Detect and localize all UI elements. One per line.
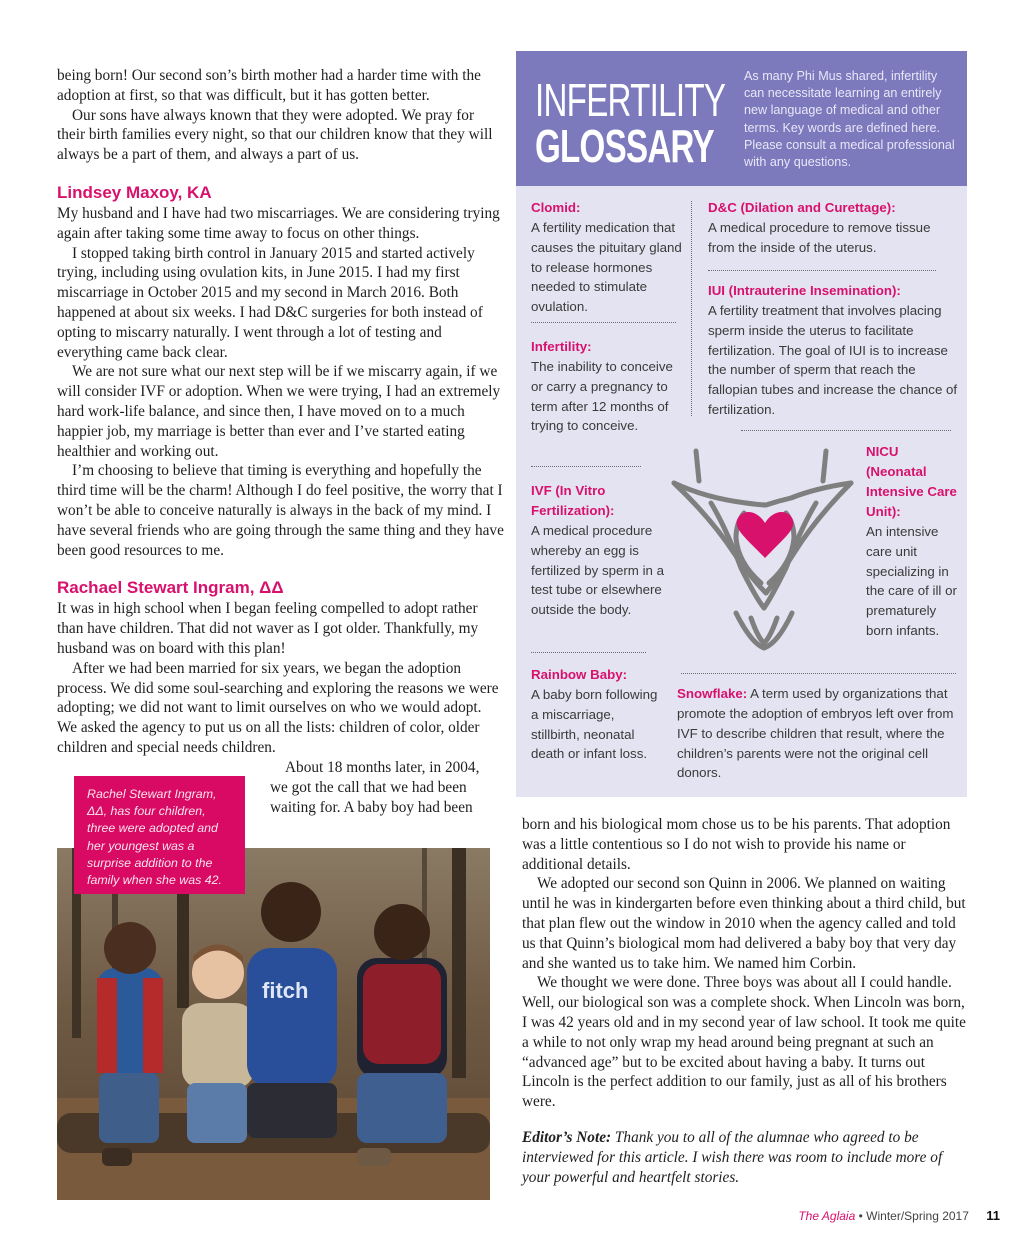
editor-note <box>522 1128 970 1187</box>
family-photo <box>57 848 490 1200</box>
glossary-term-ivf <box>531 481 666 620</box>
rachael-paragraph: About 18 months later, in 2004, we got the call that we had been waiting for. A baby boy had been <box>270 759 480 816</box>
rachael-paragraph: It was in high school when I began feeling compelled to adopt rather than have children. That did not waver as I got older. Thankfully, my husband was on board with this plan! <box>57 600 479 657</box>
glossary-divider <box>708 270 936 271</box>
rachael-paragraph: After we had been married for six years, we began the adoption process. We did some soul-searching and exploring the reasons we were adopting; we did not want to limit ourselves on who we would adopt. We asked the agency to put us on all the lists: children of color, older children and special needs children. <box>57 659 499 756</box>
editor-note-label: Editor’s Note: <box>522 1128 612 1146</box>
term-title: Snowflake: <box>677 686 748 701</box>
glossary-divider <box>531 466 641 467</box>
right-column <box>522 815 970 1187</box>
editor-note-text: Thank you to all of the alumnae who agreed to be interviewed for this article. I wish there was room to include more of your powerful and heartfelt stories. <box>522 1128 943 1186</box>
rachael-paragraph: born and his biological mom chose us to be his parents. That adoption was a little contentious so I do not wish to provide his name or additional details. <box>522 816 951 873</box>
term-title: Rainbow Baby: <box>531 667 628 682</box>
rachael-heading: Rachael Stewart Ingram, ΔΔ <box>57 578 284 598</box>
page-footer <box>798 1208 1000 1223</box>
term-title: Infertility: <box>531 339 592 354</box>
term-definition: An intensive care unit specializing in the care of ill or prematurely born infants. <box>866 524 957 638</box>
term-definition: A medical procedure to remove tissue from the inside of the uterus. <box>708 220 931 255</box>
glossary-term-iui <box>708 281 958 420</box>
glossary-term-nicu <box>866 442 961 641</box>
glossary-divider <box>531 652 646 653</box>
term-definition: A baby born following a miscarriage, stillbirth, neonatal death or infant loss. <box>531 687 658 762</box>
infertility-glossary <box>516 51 967 797</box>
glossary-title: GLOSSARY <box>535 120 714 172</box>
glossary-divider <box>681 673 956 674</box>
footer-separator: • <box>858 1209 863 1223</box>
glossary-title: INFERTILITY <box>535 74 726 126</box>
term-definition: A fertility medication that causes the pituitary gland to release hormones needed to stimulate ovulation. <box>531 220 682 315</box>
glossary-divider <box>741 430 951 431</box>
page-number: 11 <box>986 1208 1000 1223</box>
rachael-paragraph: We adopted our second son Quinn in 2006. We planned on waiting until he was in kindergarten before even thinking about a third child, but that plan flew out the window in 2010 when the agency called and told us that Quinn’s biological mom had delivered a baby boy that very day and she wanted us to take him. We named him Corbin. <box>522 875 966 972</box>
photo-caption-box <box>74 776 245 894</box>
glossary-term-clomid <box>531 198 691 317</box>
publication-name: The Aglaia <box>798 1209 856 1223</box>
term-definition: A medical procedure whereby an egg is fertilized by sperm in a test tube or elsewhere outside the body. <box>531 523 665 618</box>
svg-text:fitch: fitch <box>262 978 309 1003</box>
term-title: IUI (Intrauterine Insemination): <box>708 283 901 298</box>
glossary-term-snowflake <box>677 684 962 783</box>
lindsey-paragraph: We are not sure what our next step will be if we miscarry again, if we will consider IVF or adoption. When we were trying, I had an extremely hard work-life balance, and since then, I have moved on to a much happier job, my marriage is better than ever and I’ve started eating healthier and working out. <box>57 363 501 460</box>
rachael-paragraph: We thought we were done. Three boys was about all I could handle. Well, our biological son was a complete shock. When Lincoln was born, I was 42 years old and in my second year of law school. It took me quite a while to not only wrap my head around being pregnant at such an “advanced age” but to be excited about having a baby. It turns out Lincoln is the perfect addition to our family, just as all of his brothers were. <box>522 974 966 1111</box>
term-definition: The inability to conceive or carry a pregnancy to term after 12 months of trying to conceive. <box>531 359 673 434</box>
term-title: NICU (Neonatal Intensive Care Unit): <box>866 444 957 519</box>
lindsey-paragraph: I stopped taking birth control in January 2015 and started actively trying, including using ovulation kits, in June 2015. I had my first miscarriage in October 2015 and my second in March 2016. Both happened at about six weeks. I had D&C surgeries for both instead of opting to miscarry naturally. I went through a lot of testing and everything came back clear. <box>57 244 483 361</box>
term-title: Clomid: <box>531 200 581 215</box>
lindsey-paragraph: My husband and I have had two miscarriages. We are considering trying again after taking some time away to focus on other things. <box>57 204 500 242</box>
photo-caption: Rachel Stewart Ingram, ΔΔ, has four children, three were adopted and her youngest was a surprise addition to the family when she was 42. <box>87 787 222 888</box>
glossary-term-rainbow-baby <box>531 665 661 764</box>
glossary-divider <box>531 322 676 323</box>
glossary-header <box>516 51 967 186</box>
lindsey-heading: Lindsey Maxoy, KA <box>57 182 212 202</box>
intro-paragraph: Our sons have always known that they were adopted. We pray for their birth families every night, so that our children know that they will always be a part of them, and always a part of us. <box>57 106 493 164</box>
glossary-divider <box>691 201 692 416</box>
rachael-continued-text <box>270 758 495 817</box>
term-definition-text: A term used by organizations that promote the adoption of embryos left over from IVF to describe children that result, where the children’s parents were not the original cell donors. <box>677 686 954 781</box>
term-definition: A fertility treatment that involves placing sperm inside the uterus to facilitate fertilization. The goal of IUI is to increase the number of sperm that reach the fallopian tubes and increase the chance of fertilization. <box>708 303 958 417</box>
glossary-intro: As many Phi Mus shared, infertility can necessitate learning an entirely new language of medical and other terms. Key words are defined here. Please consult a medical professional with any questions. <box>744 69 955 170</box>
belly-heart-illustration-icon <box>666 443 861 653</box>
term-title: D&C (Dilation and Curettage): <box>708 200 896 215</box>
left-column <box>57 66 504 758</box>
lindsey-paragraph: I’m choosing to believe that timing is everything and hopefully the third time will be the charm! Although I do feel positive, the worry that I won’t be able to conceive naturally is always in the back of my mind. I have several friends who are going through the same thing and they have been good resources to me. <box>57 462 504 559</box>
intro-paragraph: being born! Our second son’s birth mother had a harder time with the adoption at first, so that was difficult, but it has gotten better. <box>57 67 481 104</box>
term-title: IVF (In Vitro Fertilization): <box>531 483 615 518</box>
term-definition <box>677 684 962 783</box>
glossary-term-dc <box>708 198 958 258</box>
glossary-term-infertility <box>531 337 681 436</box>
issue-label: Winter/Spring 2017 <box>866 1209 969 1223</box>
